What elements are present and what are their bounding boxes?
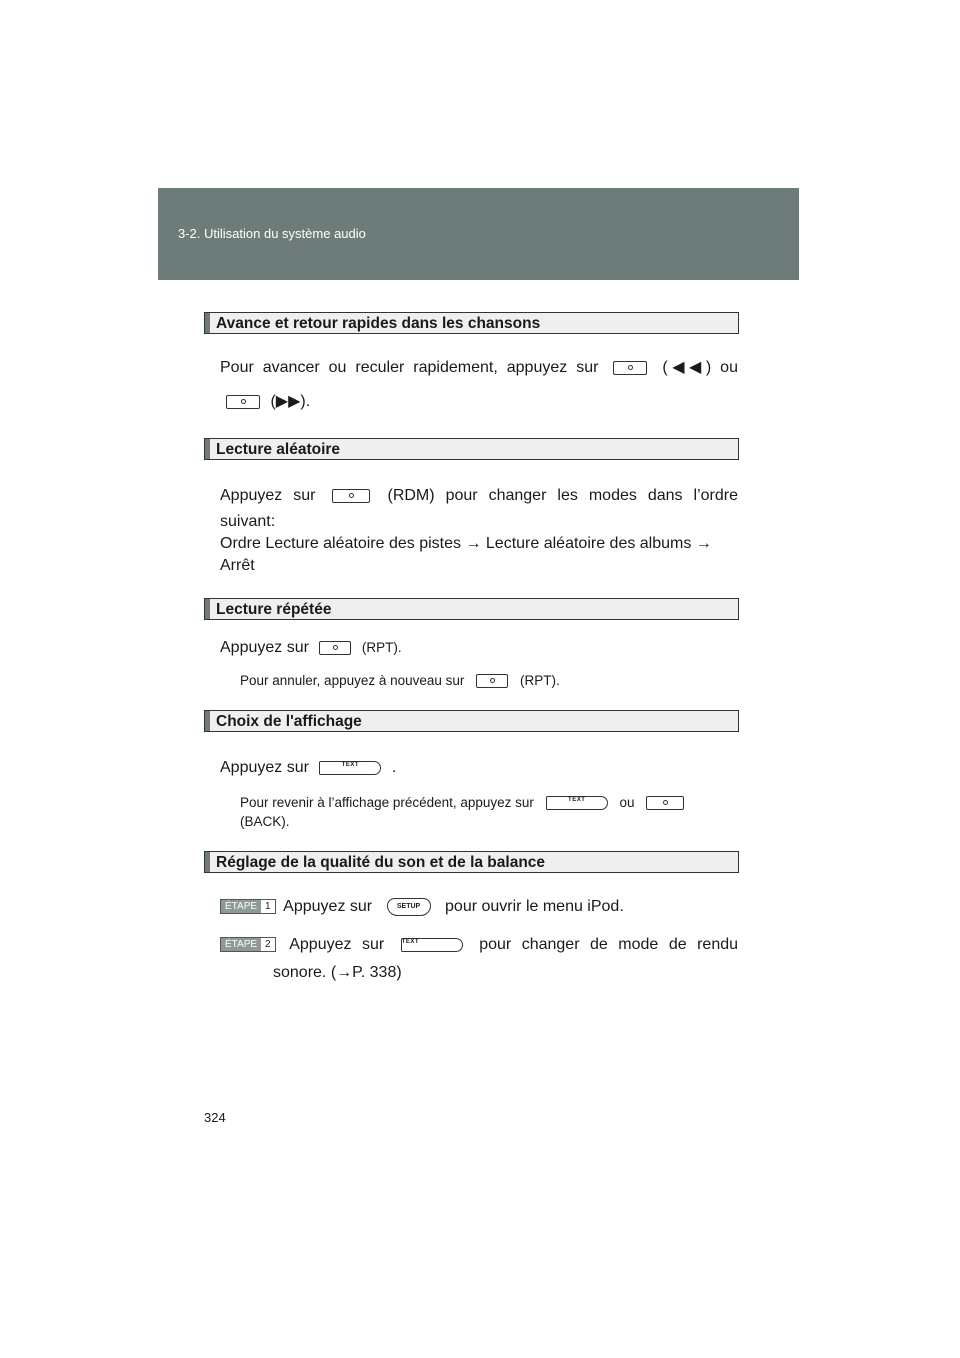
rdm-button-icon (332, 489, 370, 503)
step-text: pour changer de mode de rendu (479, 936, 739, 953)
step-2 (220, 935, 738, 955)
paragraph-text: Appuyez sur (220, 759, 309, 776)
chapter-header (158, 188, 799, 280)
note (240, 671, 560, 691)
paragraph-text: Appuyez sur (220, 639, 309, 656)
breadcrumb: 3-2. Utilisation du système audio (178, 226, 366, 241)
paragraph-text: . (391, 759, 397, 776)
text-button-icon: TEXT (319, 761, 381, 775)
step-1 (220, 897, 624, 917)
paragraph-text: suivant: (220, 513, 276, 530)
paragraph-text: (▶▶). (270, 393, 311, 410)
step-text: Appuyez sur (289, 936, 385, 953)
paragraph (220, 758, 396, 778)
paragraph-text: (RPT). (361, 640, 402, 655)
section-title: Avance et retour rapides dans les chansons (216, 315, 541, 332)
section-title: Lecture répétée (216, 601, 332, 618)
seek-forward-button-icon (226, 395, 260, 409)
note (240, 793, 732, 813)
section-heading-display (204, 710, 739, 732)
note-text: (RPT). (519, 673, 560, 688)
step-text: Appuyez sur (283, 898, 373, 915)
paragraph-text: Appuyez sur (220, 487, 316, 504)
rpt-button-icon (476, 674, 508, 688)
paragraph (220, 638, 402, 658)
seek-back-button-icon (613, 361, 647, 375)
paragraph-text: Pour avancer ou reculer rapidement, appuyez sur (220, 359, 599, 376)
note-text: (BACK). (240, 814, 290, 829)
page-number: 324 (204, 1110, 226, 1125)
paragraph-text: (◀◀) ou (662, 359, 738, 376)
rpt-button-icon (319, 641, 351, 655)
step-badge: ÉTAPE 1 (220, 899, 276, 914)
setup-button-icon: SETUP (387, 898, 431, 916)
paragraph (220, 486, 738, 506)
section-heading-random (204, 438, 739, 460)
paragraph-text: Arrêt (220, 557, 255, 574)
text-button-icon: TEXT (401, 938, 463, 952)
text-button-icon: TEXT (546, 796, 608, 810)
note-text: ou (619, 795, 635, 810)
paragraph-text: Ordre Lecture aléatoire des pistes → Lecture aléatoire des albums → (220, 535, 712, 552)
paragraph (222, 392, 310, 412)
section-heading-repeat (204, 598, 739, 620)
section-heading-fast-forward (204, 312, 739, 334)
back-button-icon (646, 796, 684, 810)
section-title: Choix de l'affichage (216, 713, 362, 730)
step-text: pour ouvrir le menu iPod. (445, 898, 624, 915)
step-badge: ÉTAPE 2 (220, 937, 276, 952)
section-title: Lecture aléatoire (216, 441, 341, 458)
step-text: sonore. (→P. 338) (273, 964, 402, 981)
section-title: Réglage de la qualité du son et de la balance (216, 854, 546, 871)
section-heading-sound (204, 851, 739, 873)
paragraph (220, 358, 738, 378)
note-text: Pour annuler, appuyez à nouveau sur (240, 673, 465, 688)
paragraph-text: (RDM) pour changer les modes dans l’ordre (387, 487, 738, 504)
note-text: Pour revenir à l’affichage précédent, appuyez sur (240, 795, 534, 810)
